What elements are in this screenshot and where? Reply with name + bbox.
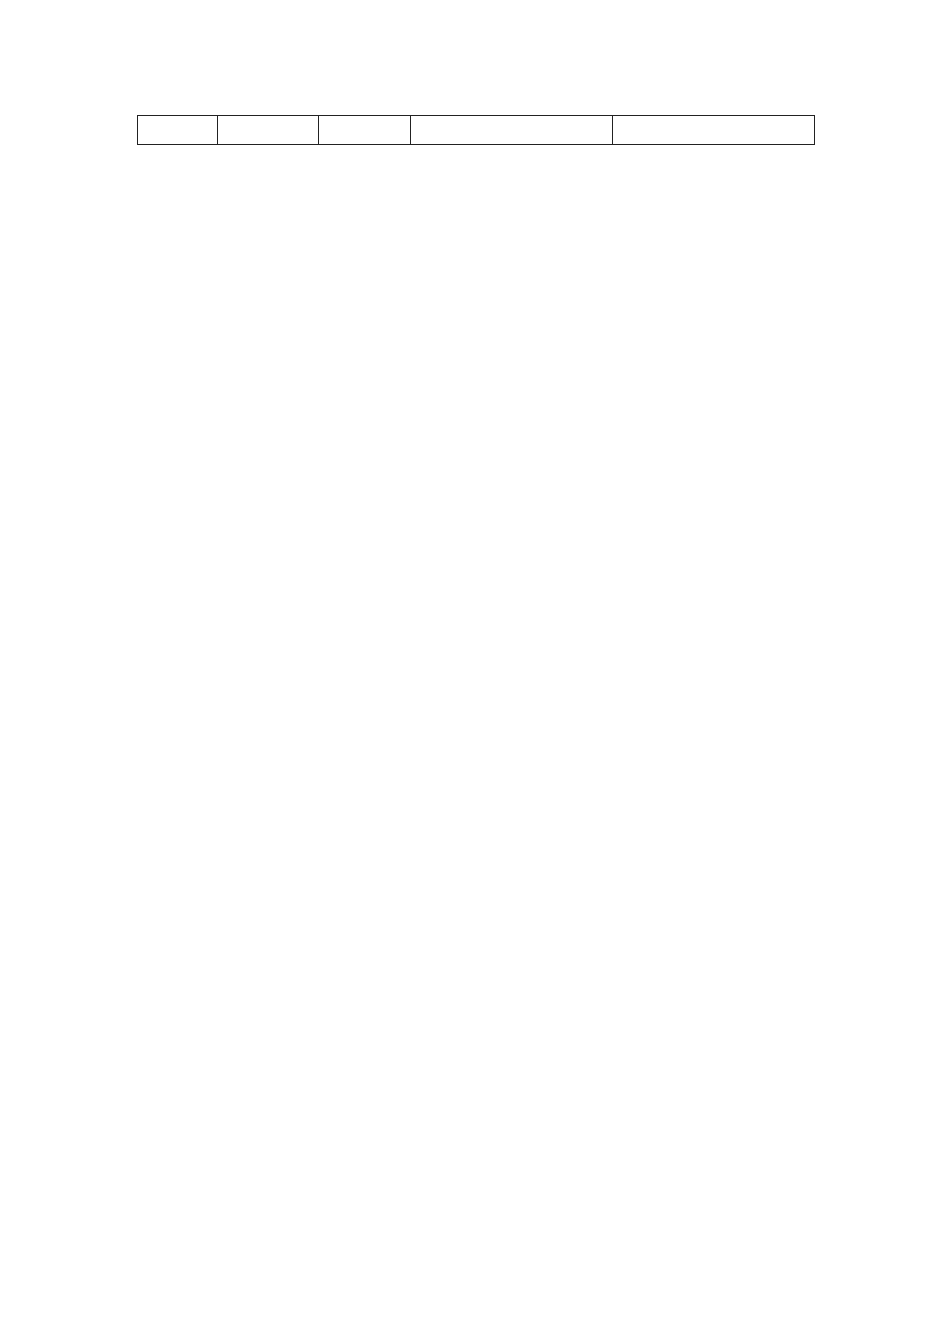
header-feature xyxy=(411,116,613,145)
document-page xyxy=(137,115,817,145)
header-author xyxy=(138,116,218,145)
table-header-row xyxy=(138,116,815,145)
header-country xyxy=(218,116,319,145)
header-evaluation xyxy=(613,116,815,145)
header-work xyxy=(319,116,411,145)
literature-table xyxy=(137,115,815,145)
